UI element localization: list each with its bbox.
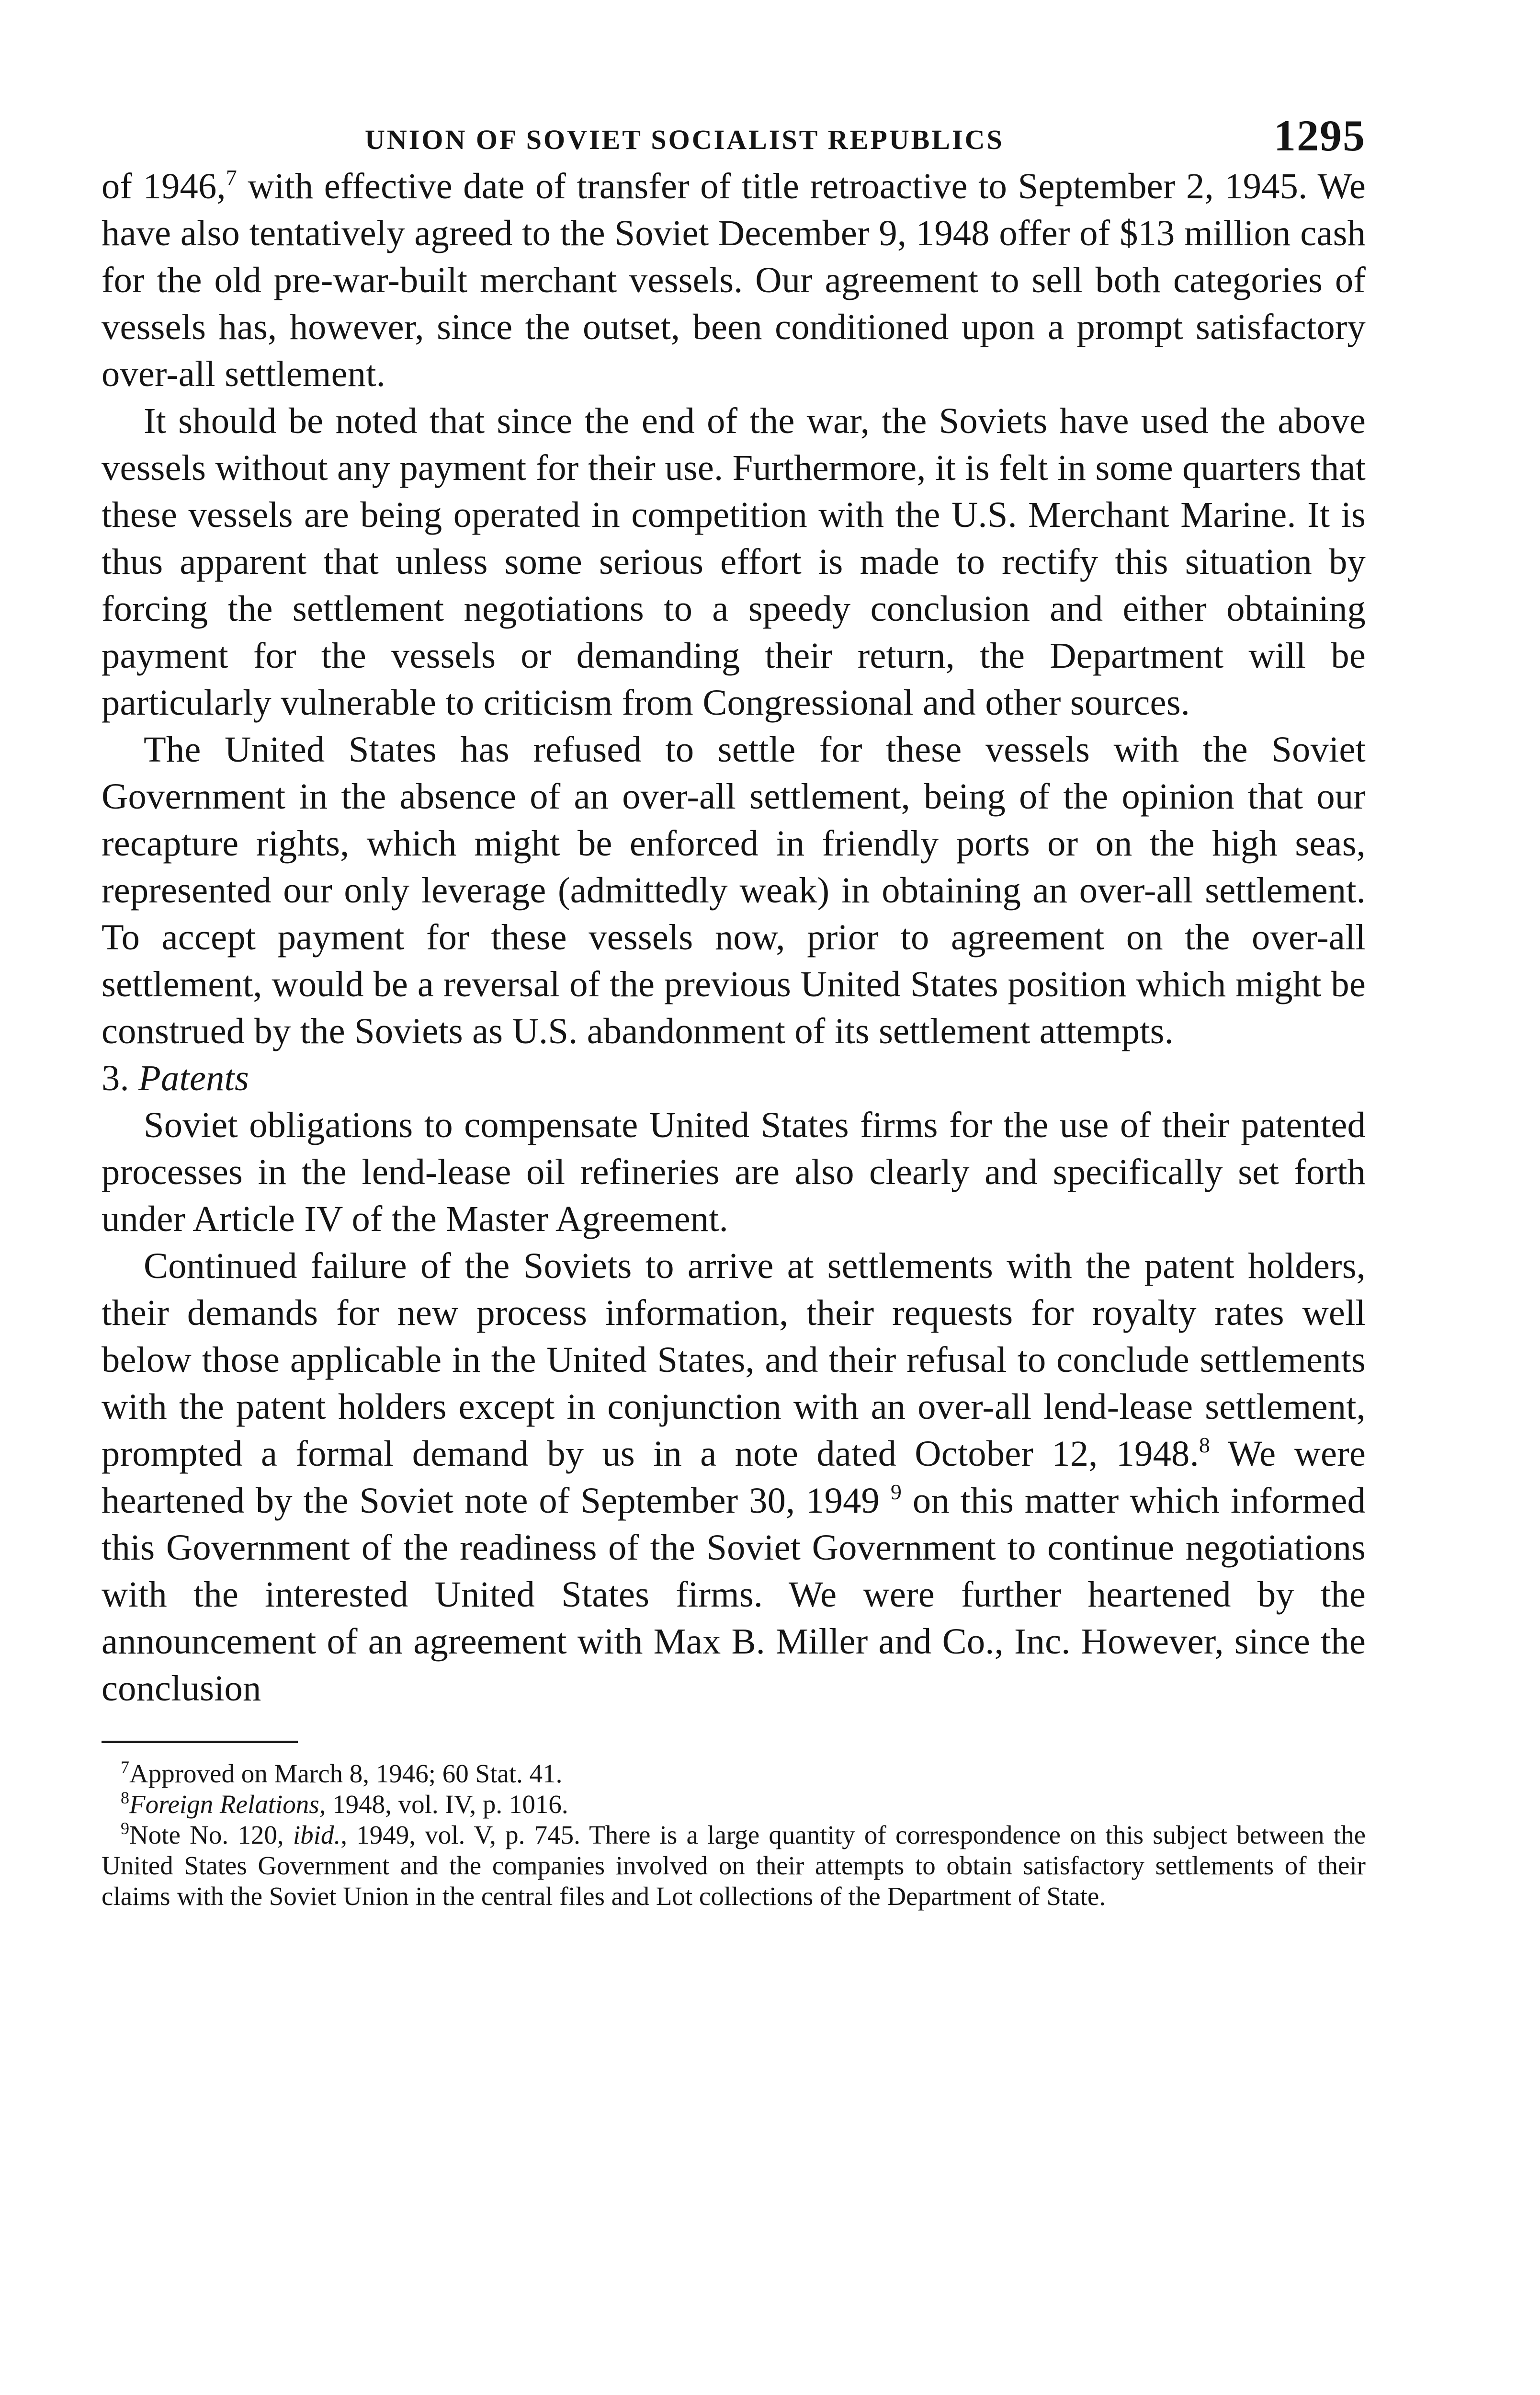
page-number: 1295 <box>1274 111 1366 160</box>
paragraph: The United States has refused to settle for these vessels with the Soviet Government in the absence of an over-all settlement, being of the opinion that our recapture rights, which might be enforced in friendly ports or on the high seas, represented our only leverage (admittedly weak) in obtaining an over-all settlement. To accept payment for these vessels now, prior to agreement on the over-all settlement, would be a reversal of the previous United States position which might be construed by the Soviets as U.S. abandonment of its settlement attempts. <box>102 729 1366 1051</box>
footnote-7: $^7$Approved on March 8, 1946; 60 Stat. 41. <box>121 1757 563 1788</box>
footnote-9: $^9$Note No. 120, ibid., 1949, vol. V, p. 745. There is a large quantity of correspondence on this subject between the United States Government and the companies involved on their attempts to obtain satisfactory settlements of their claims with the Soviet Union in the central files and Lot collections of the Department of State. <box>102 1819 1366 1911</box>
footnote-divider <box>102 1741 298 1743</box>
footnote-ref-8: 8 <box>1199 1433 1211 1457</box>
paragraph: Continued failure of the Soviets to arrive at settlements with the patent holders, their demands for new process information, their requests for royalty rates well below those applicable in the United States, and their refusal to conclude settlements with the patent holders except in conjunction with an over-all lend-lease settlement, prompted a formal demand by us in a note dated October 12, 1948.$^8$ We were heartened by the Soviet note of September 30, 1949 $^9$ on this matter which informed this Government of the readiness of the Soviet Government to continue negotiations with the interested United States firms. We were further heartened by the announcement of an agreement with Max B. Miller and Co., Inc. However, since the conclusion <box>102 1245 1366 1709</box>
footnote-ref-9: 9 <box>890 1480 902 1504</box>
section-heading <box>102 1055 1366 1102</box>
footnote-8: $^8$Foreign Relations, 1948, vol. IV, p. 1016. <box>121 1788 568 1819</box>
section-title: Patents <box>138 1058 249 1098</box>
paragraph: Soviet obligations to compensate United States firms for the use of their patented processes in the lend-lease oil refineries are also clearly and specifically set forth under Article IV of the Master Agreement. <box>102 1105 1366 1239</box>
footnote-ref-7: 7 <box>226 165 237 190</box>
section-number: 3. <box>102 1058 129 1098</box>
page-header <box>102 110 1366 163</box>
paragraph: It should be noted that since the end of the war, the Soviets have used the above vessels without any payment for their use. Furthermore, it is felt in some quarters that these vessels are being operated in competition with the U.S. Merchant Marine. It is thus apparent that unless some serious effort is made to rectify this situation by forcing the settlement negotiations to a speedy conclusion and either obtaining payment for the vessels or demanding their return, the Department will be particularly vulnerable to criticism from Congressional and other sources. <box>102 400 1366 723</box>
paragraph-continued: of 1946,$^7$ with effective date of transfer of title retroactive to September 2, 1945. We have also tentatively agreed to the Soviet December 9, 1948 offer of $13 million cash for the old pre-war-built merchant vessels. Our agreement to sell both categories of vessels has, however, since the outset, been conditioned upon a prompt satisfactory over-all settlement. <box>102 165 1366 394</box>
document-page <box>102 110 1366 1912</box>
running-head: UNION OF SOVIET SOCIALIST REPUBLICS <box>365 124 1004 155</box>
footnotes <box>102 1758 1366 1912</box>
body-text <box>102 163 1366 1712</box>
